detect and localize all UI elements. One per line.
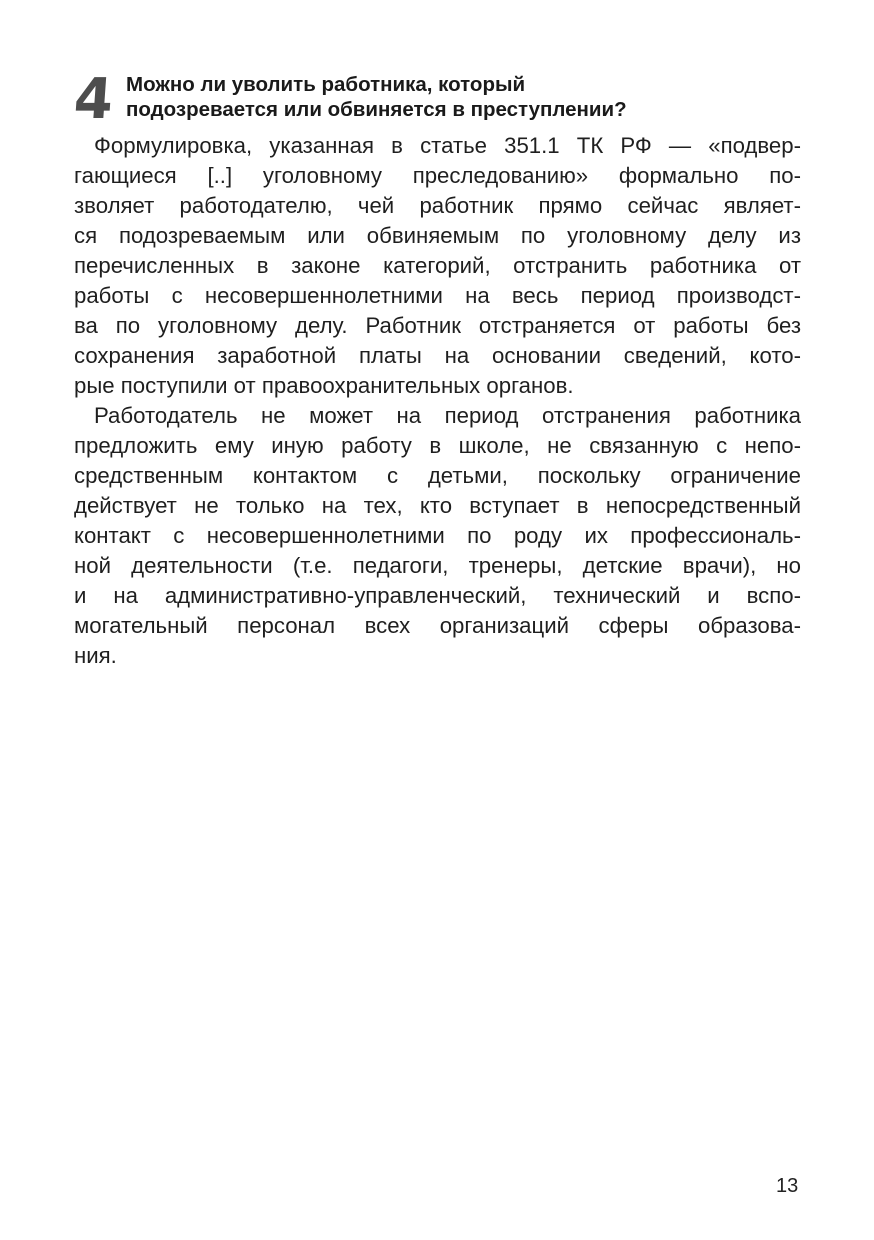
text-line: ния.: [74, 643, 117, 668]
text-line: средственным контактом с детьми, поскольку ограничение: [74, 463, 801, 488]
paragraph-1: [74, 131, 801, 401]
section-heading: [71, 67, 814, 132]
text-line: ся подозреваемым или обвиняемым по уголовному делу из: [74, 223, 801, 248]
text-line: и на административно-управленческий, технический и вспо-: [74, 583, 801, 608]
body-text: [74, 131, 801, 671]
section-title-line: подозревается или обвиняется в преступлении?: [126, 98, 627, 121]
text-line: могательный персонал всех организаций сферы образова-: [74, 613, 801, 638]
text-line: ва по уголовному делу. Работник отстраняется от работы без: [74, 313, 801, 338]
text-line: Работодатель не может на период отстранения работника: [94, 403, 801, 428]
text-line: предложить ему иную работу в школе, не связанную с непо-: [74, 433, 801, 458]
section-number: 4: [71, 67, 114, 132]
text-line: контакт с несовершеннолетними по роду их профессиональ-: [74, 523, 801, 548]
text-line: зволяет работодателю, чей работник прямо сейчас являет-: [74, 193, 801, 218]
text-line: перечисленных в законе категорий, отстранить работника от: [74, 253, 801, 278]
section-title: [126, 70, 627, 122]
text-line: работы с несовершеннолетними на весь период производст-: [74, 283, 801, 308]
text-line: ной деятельности (т.е. педагоги, тренеры, детские врачи), но: [74, 553, 801, 578]
text-line: сохранения заработной платы на основании сведений, кото-: [74, 343, 801, 368]
section-title-line: Можно ли уволить работника, который: [126, 73, 526, 96]
paragraph-2: [74, 401, 801, 671]
text-line: Формулировка, указанная в статье 351.1 ТК РФ — «подвер-: [94, 133, 801, 158]
text-line: гающиеся [..] уголовному преследованию» формально по-: [74, 163, 801, 188]
text-line: действует не только на тех, кто вступает в непосредственный: [74, 493, 801, 518]
page-number: 13: [776, 1175, 799, 1197]
text-line: рые поступили от правоохранительных органов.: [74, 373, 574, 398]
